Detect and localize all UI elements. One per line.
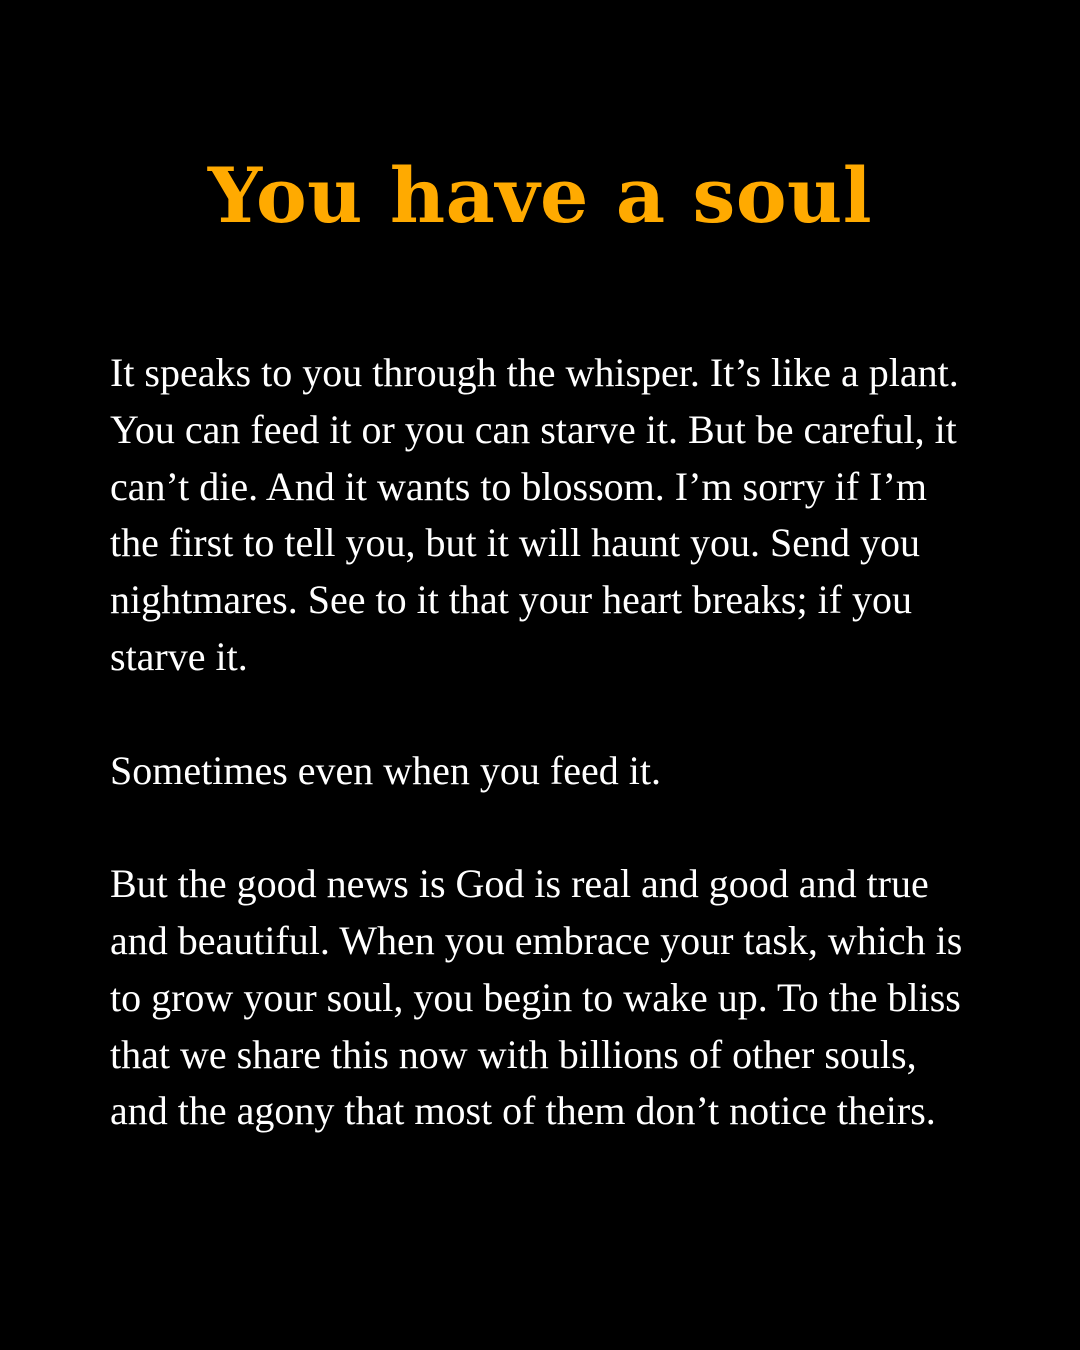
body-text <box>110 345 980 1140</box>
title: You have a soul <box>207 151 873 240</box>
paragraph-1: It speaks to you through the whisper. It’s like a plant. You can feed it or you can starve it. But be careful, it can’t die. And it wants to blossom. I’m sorry if I’m the first to tell you, but it will haunt you. Send you nightmares. See to it that your heart breaks; if you starve it. <box>110 350 959 679</box>
paragraph-2: Sometimes even when you feed it. <box>110 747 661 793</box>
paragraph-3: But the good news is God is real and good and true and beautiful. When you embrace your task, which is to grow your soul, you begin to wake up. To the bliss that we share this now with billions of other souls, and the agony that most of them don’t notice theirs. <box>110 861 963 1134</box>
